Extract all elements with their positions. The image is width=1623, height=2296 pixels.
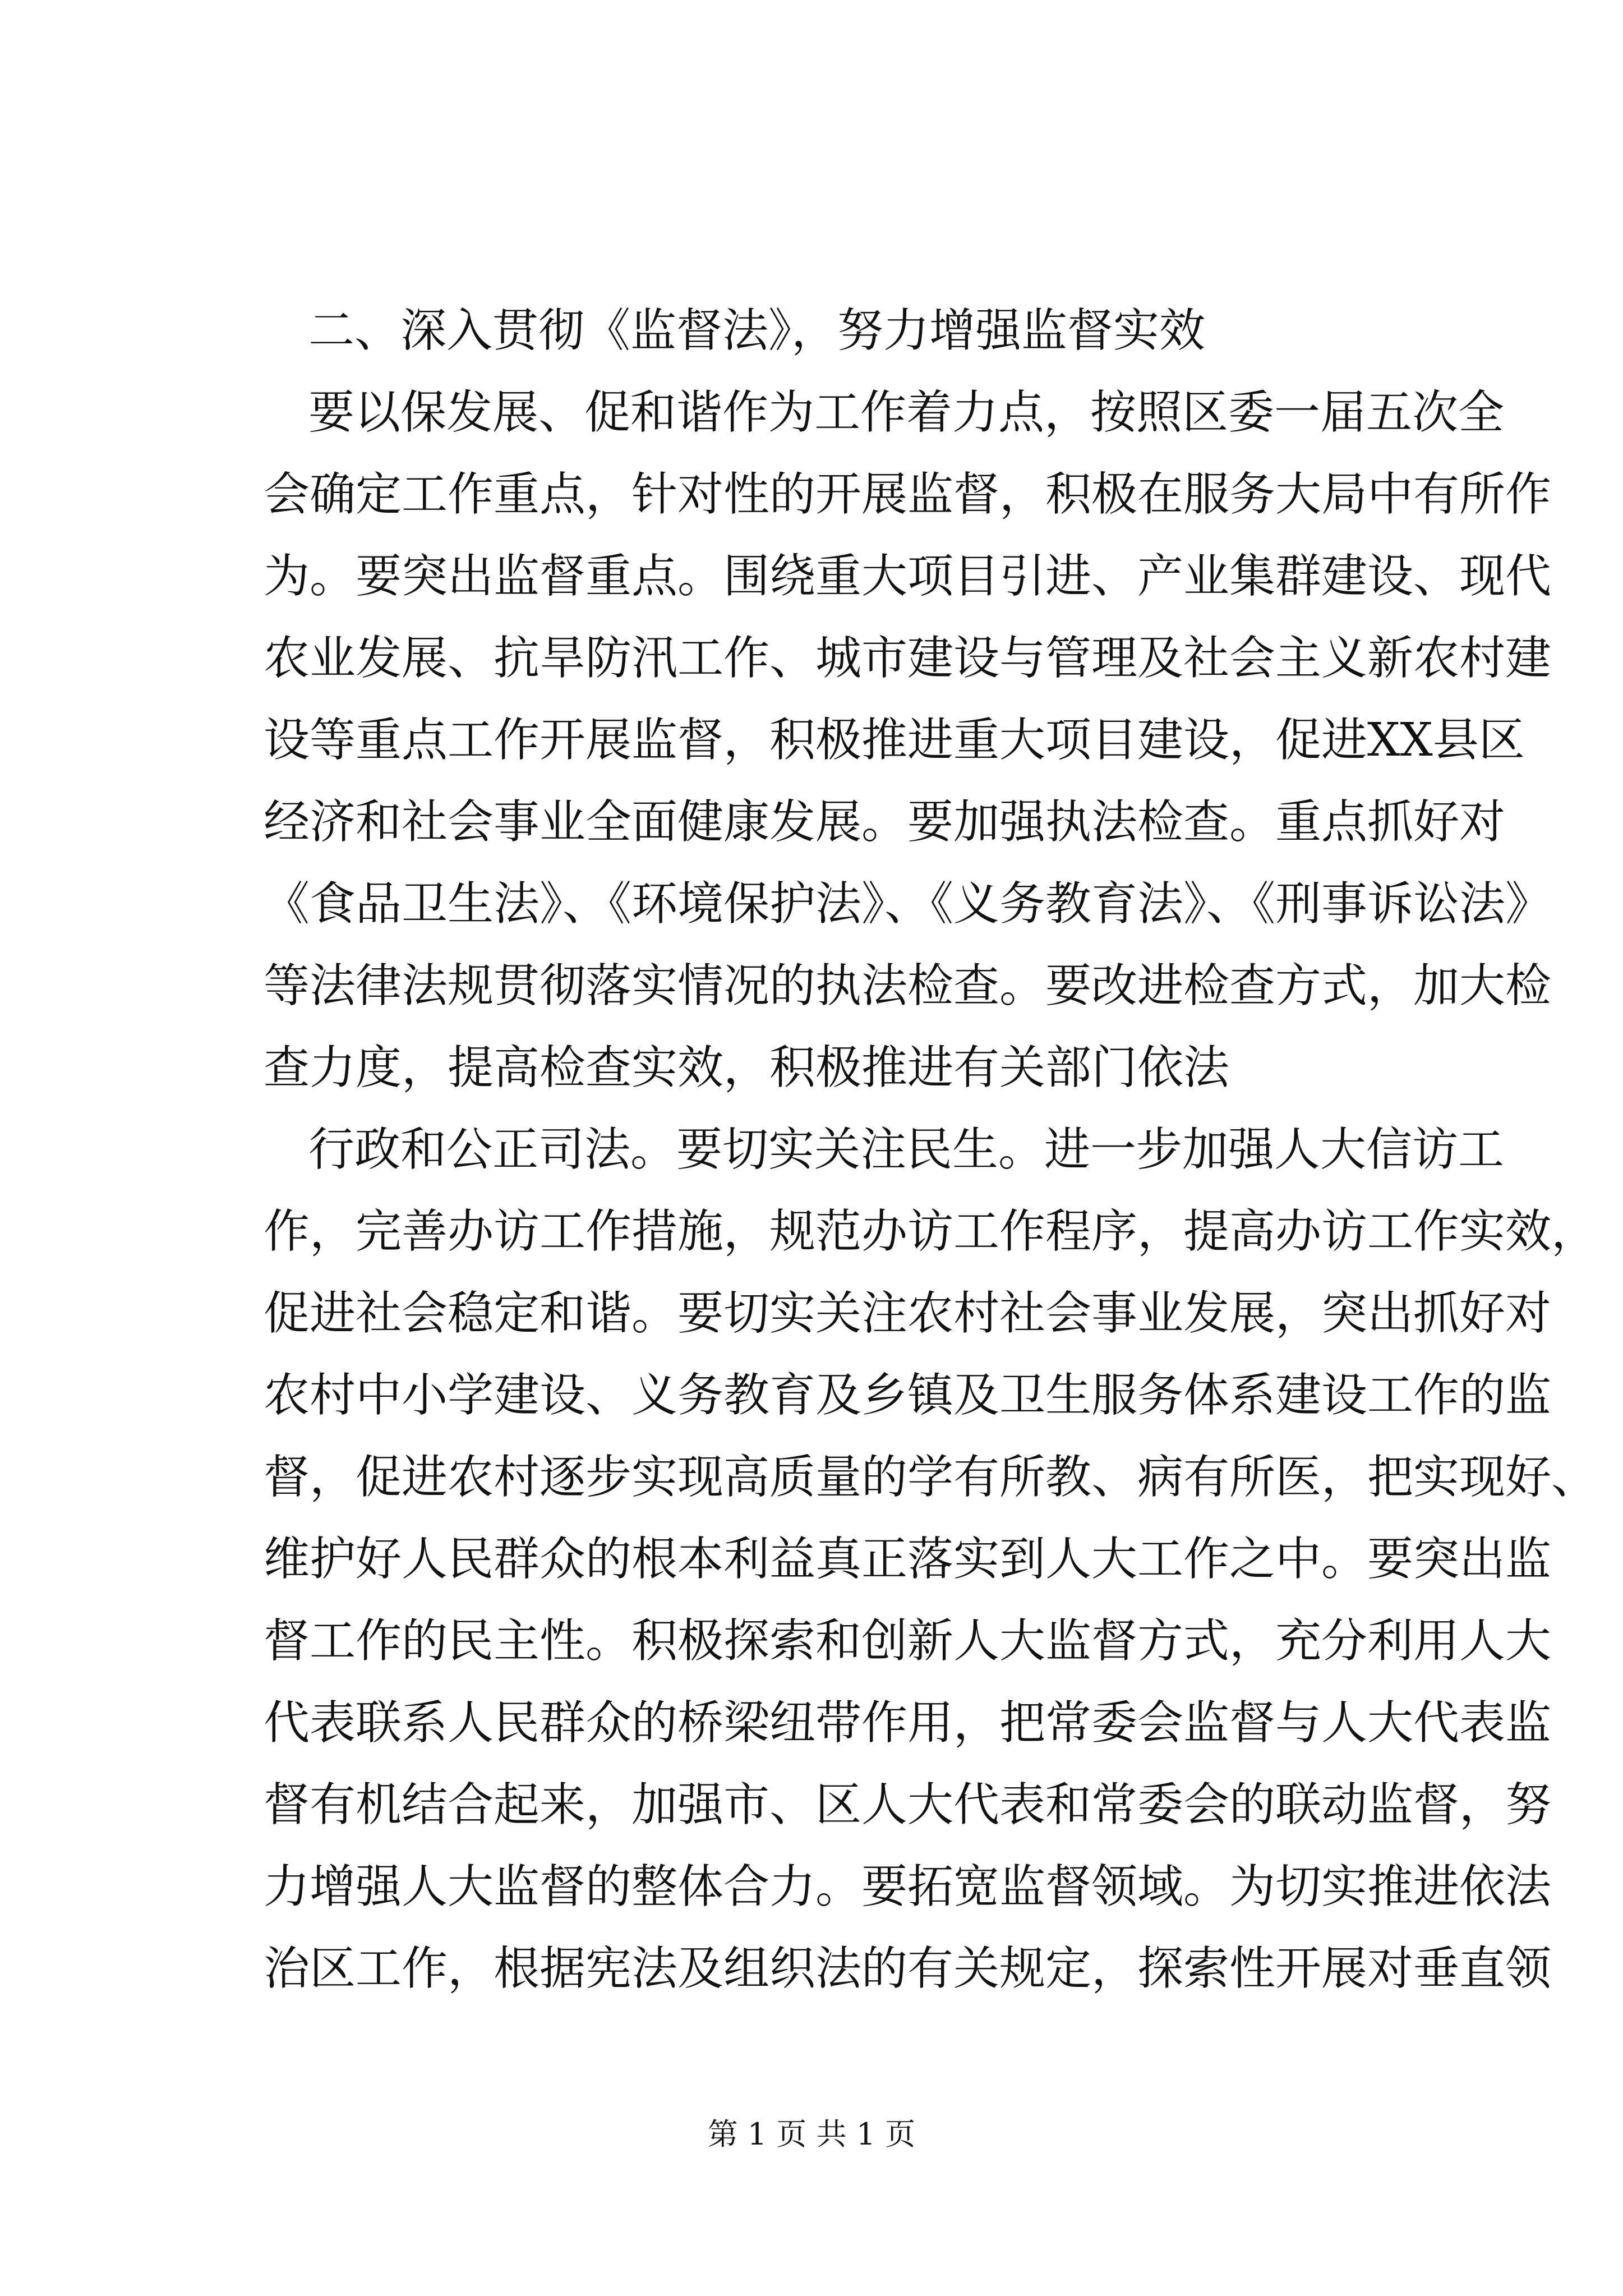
paragraph-line: 设等重点工作开展监督，积极推进重大项目建设，促进XX县区 bbox=[264, 714, 1525, 767]
paragraph-line: 要以保发展、促和谐作为工作着力点，按照区委一届五次全 bbox=[308, 386, 1505, 439]
paragraph-line: 农业发展、抗旱防汛工作、城市建设与管理及社会主义新农村建 bbox=[264, 632, 1552, 685]
paragraph-line: 督有机结合起来，加强市、区人大代表和常委会的联动监督，努 bbox=[264, 1778, 1552, 1832]
paragraph-line: 农村中小学建设、义务教育及乡镇及卫生服务体系建设工作的监 bbox=[264, 1369, 1552, 1422]
paragraph-line: 《食品卫生法》、《环境保护法》、《义务教育法》、《刑事诉讼法》 bbox=[264, 877, 1552, 931]
paragraph-line: 督，促进农村逐步实现高质量的学有所教、病有所医，把实现好、 bbox=[264, 1451, 1598, 1504]
paragraph-line: 等法律法规贯彻落实情况的执法检查。要改进检查方式，加大检 bbox=[264, 959, 1552, 1013]
paragraph-line: 力增强人大监督的整体合力。要拓宽监督领域。为切实推进依法 bbox=[264, 1860, 1552, 1913]
paragraph-line: 督工作的民主性。积极探索和创新人大监督方式，充分利用人大 bbox=[264, 1614, 1552, 1668]
paragraph-line: 作，完善办访工作措施，规范办访工作程序，提高办访工作实效， bbox=[264, 1205, 1598, 1258]
paragraph-line: 维护好人民群众的根本利益真正落实到人大工作之中。要突出监 bbox=[264, 1533, 1552, 1586]
paragraph-line: 代表联系人民群众的桥梁纽带作用，把常委会监督与人大代表监 bbox=[264, 1696, 1552, 1750]
paragraph-line: 行政和公正司法。要切实关注民生。进一步加强人大信访工 bbox=[308, 1123, 1505, 1176]
paragraph-line: 经济和社会事业全面健康发展。要加强执法检查。重点抓好对 bbox=[264, 795, 1506, 849]
page-footer: 第 1 页 共 1 页 bbox=[707, 2116, 916, 2152]
paragraph-line: 促进社会稳定和谐。要切实关注农村社会事业发展，突出抓好对 bbox=[264, 1287, 1552, 1340]
paragraph-line: 为。要突出监督重点。围绕重大项目引进、产业集群建设、现代 bbox=[264, 550, 1552, 603]
section-heading: 二、深入贯彻《监督法》，努力增强监督实效 bbox=[308, 304, 1206, 357]
paragraph-line: 会确定工作重点，针对性的开展监督，积极在服务大局中有所作 bbox=[264, 468, 1552, 521]
paragraph-line: 治区工作，根据宪法及组织法的有关规定，探索性开展对垂直领 bbox=[264, 1942, 1552, 1995]
paragraph-line: 查力度，提高检查实效，积极推进有关部门依法 bbox=[264, 1041, 1230, 1094]
